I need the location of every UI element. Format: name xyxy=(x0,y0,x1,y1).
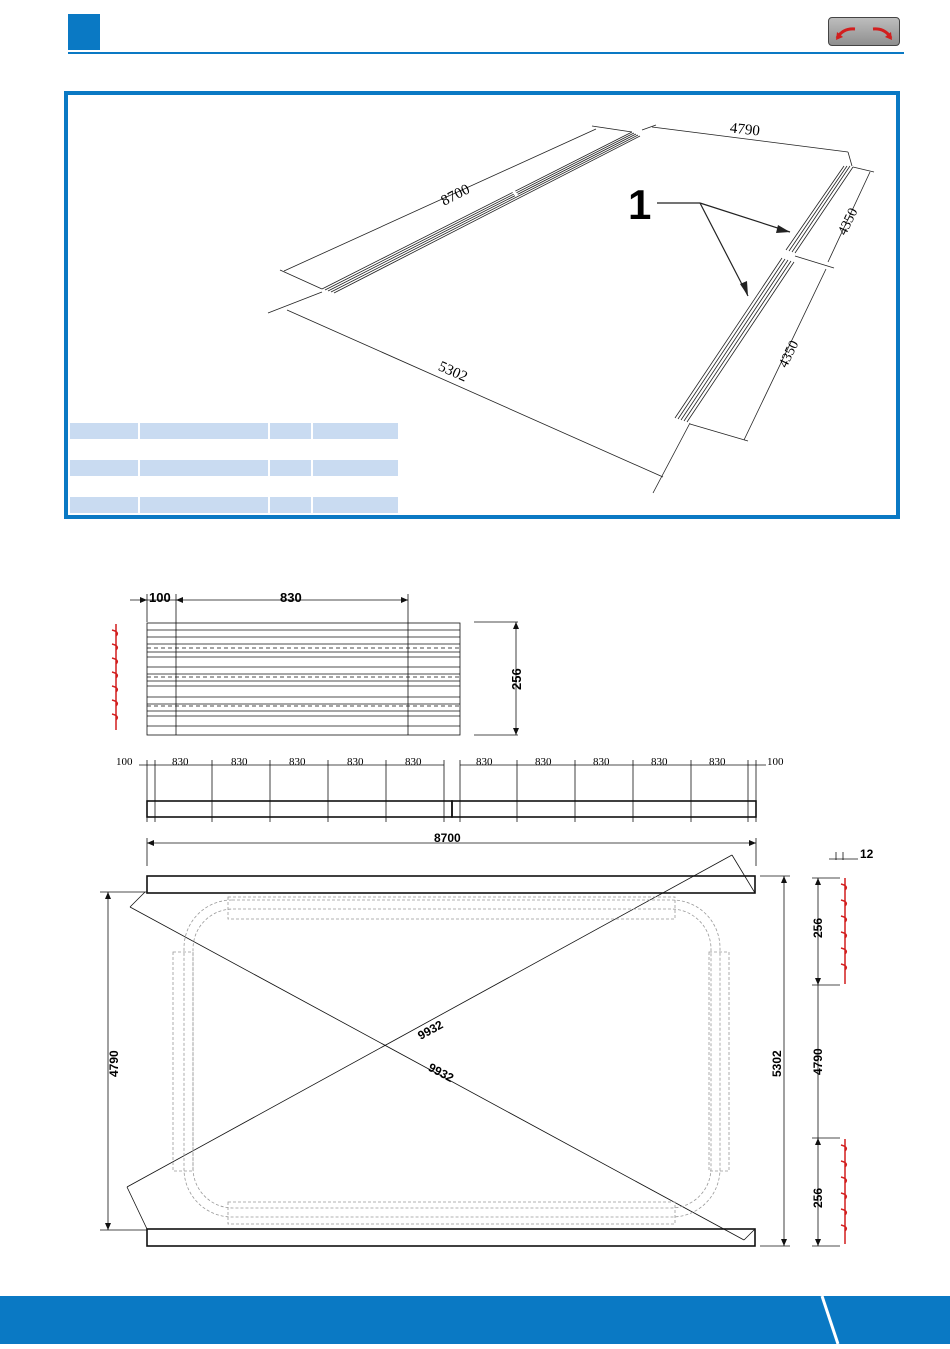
dim-edge: 100 xyxy=(149,590,171,605)
seg-right-3: 830 xyxy=(651,756,668,768)
dim-diagonal: 5302 xyxy=(435,358,470,386)
dim-half-lower: 4350 xyxy=(776,338,803,371)
seg-left-1: 830 xyxy=(172,756,189,768)
seg-right-1: 830 xyxy=(535,756,552,768)
dim-thickness: 12 xyxy=(860,847,874,861)
seg-left-0: 100 xyxy=(116,756,133,768)
table-row xyxy=(70,497,400,513)
dim-rail-length: 8700 xyxy=(438,181,473,210)
plan-drawing xyxy=(0,560,950,1290)
footer-slash xyxy=(0,1296,950,1344)
dim-diagonal-2: 9932 xyxy=(425,1060,457,1086)
dim-total-length: 8700 xyxy=(434,831,461,845)
seg-right-4: 830 xyxy=(709,756,726,768)
seg-left-4: 830 xyxy=(347,756,364,768)
table-row xyxy=(70,460,400,476)
dim-diagonal-1: 9932 xyxy=(415,1017,446,1043)
seg-right-0: 830 xyxy=(476,756,493,768)
seg-left-2: 830 xyxy=(231,756,248,768)
seg-right-2: 830 xyxy=(593,756,610,768)
dim-half-upper: 4350 xyxy=(835,206,862,238)
footer-bar xyxy=(0,1296,950,1344)
dim-side-top: 256 xyxy=(811,917,825,938)
dim-plan-total-right: 5302 xyxy=(770,1050,784,1077)
dim-plate-height: 256 xyxy=(509,668,524,690)
callout-number: 1 xyxy=(628,181,652,228)
dim-width-top: 4790 xyxy=(729,120,761,140)
dim-plan-width-left: 4790 xyxy=(107,1050,121,1077)
dim-side-bottom: 256 xyxy=(811,1187,825,1208)
seg-left-5: 830 xyxy=(405,756,422,768)
table-row xyxy=(70,423,400,439)
dim-pitch: 830 xyxy=(280,590,302,605)
seg-left-3: 830 xyxy=(289,756,306,768)
seg-right-5: 100 xyxy=(767,756,784,768)
dim-side-middle: 4790 xyxy=(811,1048,825,1075)
parts-table xyxy=(70,423,400,534)
